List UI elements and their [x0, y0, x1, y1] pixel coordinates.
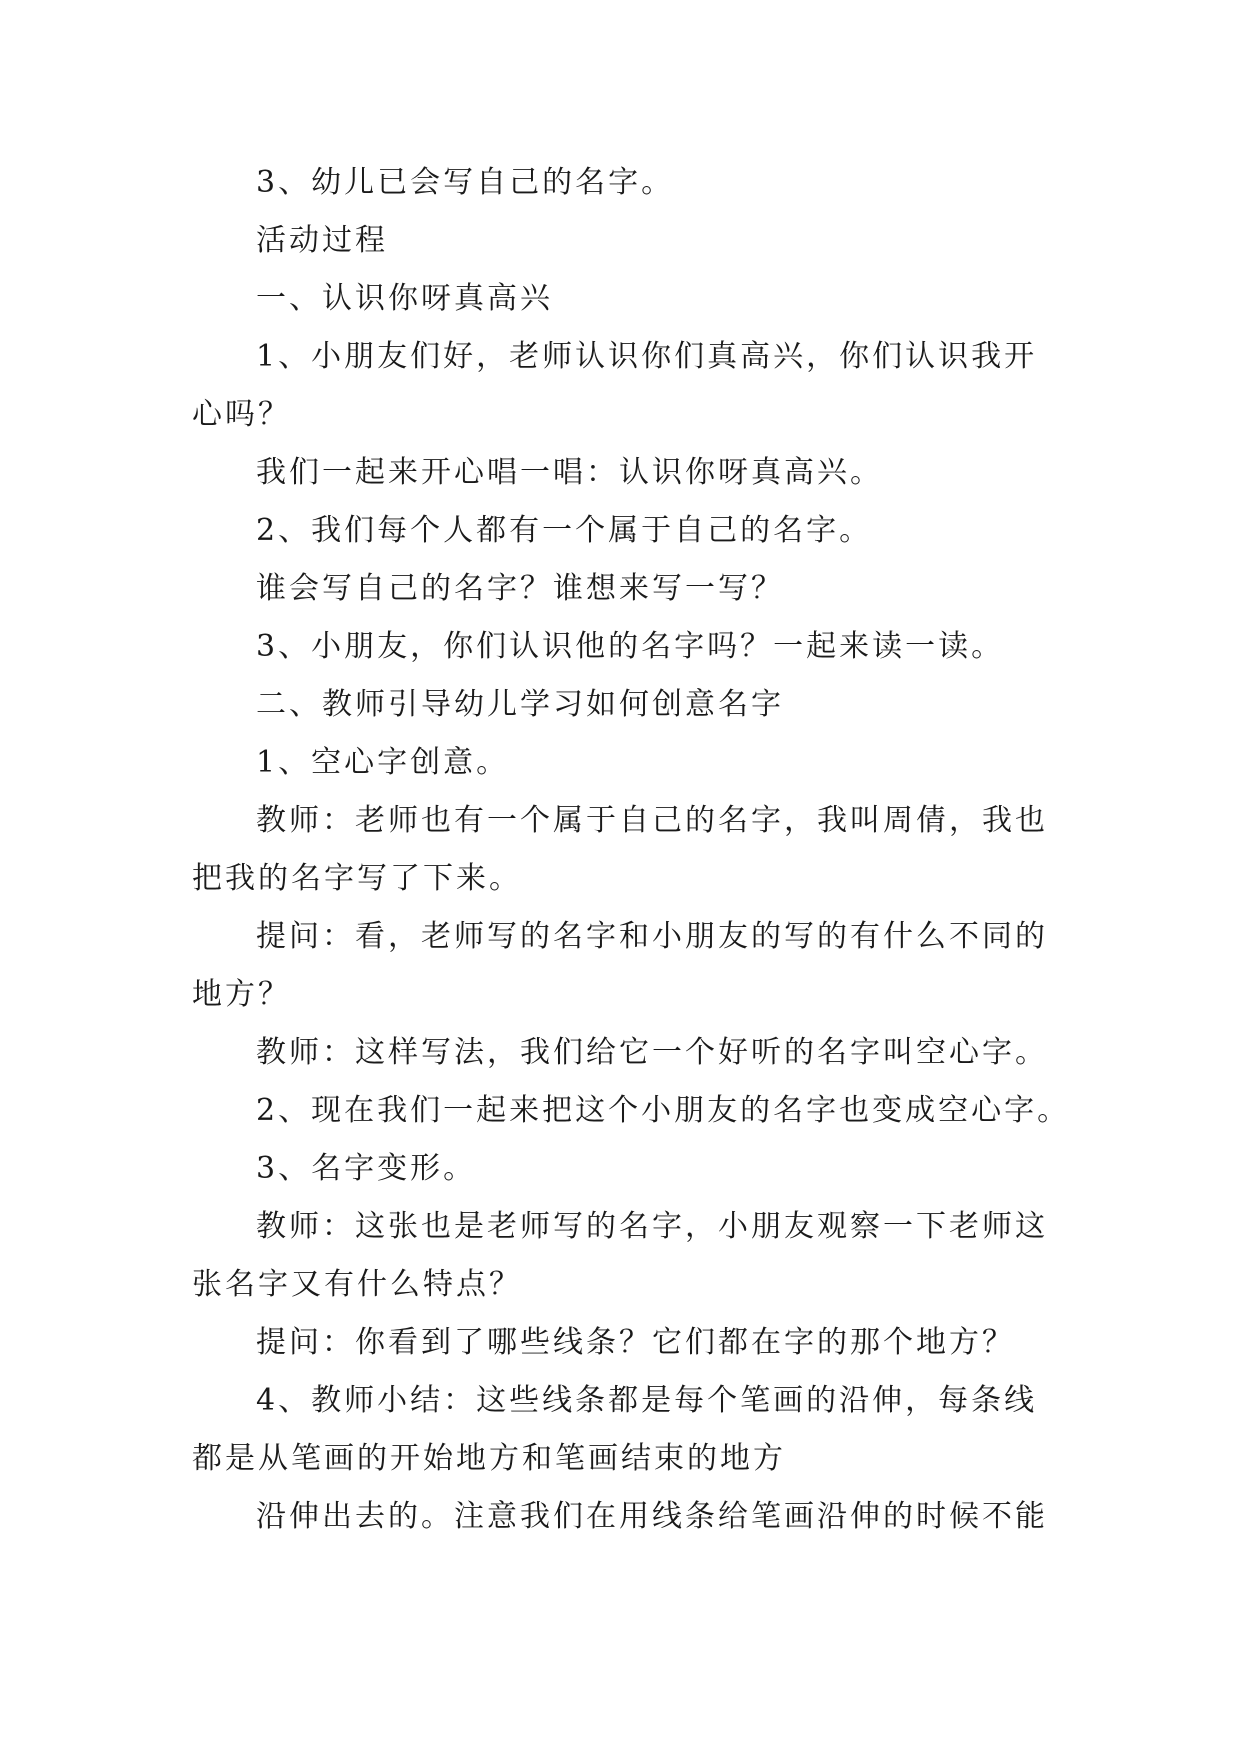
section-heading: 二、教师引导幼儿学习如何创意名字 [256, 687, 784, 722]
paragraph: 提问：看，老师写的名字和小朋友的写的有什么不同的地方？ [192, 919, 1048, 1012]
paragraph: 提问：你看到了哪些线条？它们都在字的那个地方？ [256, 1325, 1015, 1360]
paragraph: 2、现在我们一起来把这个小朋友的名字也变成空心字。 [256, 1093, 1071, 1128]
section-heading: 一、认识你呀真高兴 [256, 281, 553, 316]
paragraph: 沿伸出去的。注意我们在用线条给笔画沿伸的时候不能 [256, 1499, 1048, 1534]
paragraph: 3、名字变形。 [256, 1151, 477, 1186]
paragraph: 教师：这样写法，我们给它一个好听的名字叫空心字。 [256, 1035, 1048, 1070]
paragraph: 4、教师小结：这些线条都是每个笔画的沿伸，每条线都是从笔画的开始地方和笔画结束的地方 [192, 1383, 1038, 1476]
paragraph: 教师：老师也有一个属于自己的名字，我叫周倩，我也把我的名字写了下来。 [192, 803, 1048, 896]
paragraph: 1、空心字创意。 [256, 745, 510, 780]
paragraph: 教师：这张也是老师写的名字，小朋友观察一下老师这张名字又有什么特点？ [192, 1209, 1048, 1302]
paragraph: 2、我们每个人都有一个属于自己的名字。 [256, 513, 873, 548]
paragraph: 3、幼儿已会写自己的名字。 [256, 165, 675, 200]
paragraph: 谁会写自己的名字？谁想来写一写？ [256, 571, 784, 606]
paragraph: 1、小朋友们好，老师认识你们真高兴，你们认识我开心吗？ [192, 339, 1038, 432]
paragraph: 3、小朋友，你们认识他的名字吗？一起来读一读。 [256, 629, 1005, 664]
section-heading: 活动过程 [256, 223, 388, 258]
document-body [192, 154, 1071, 1546]
paragraph: 我们一起来开心唱一唱：认识你呀真高兴。 [256, 455, 883, 490]
